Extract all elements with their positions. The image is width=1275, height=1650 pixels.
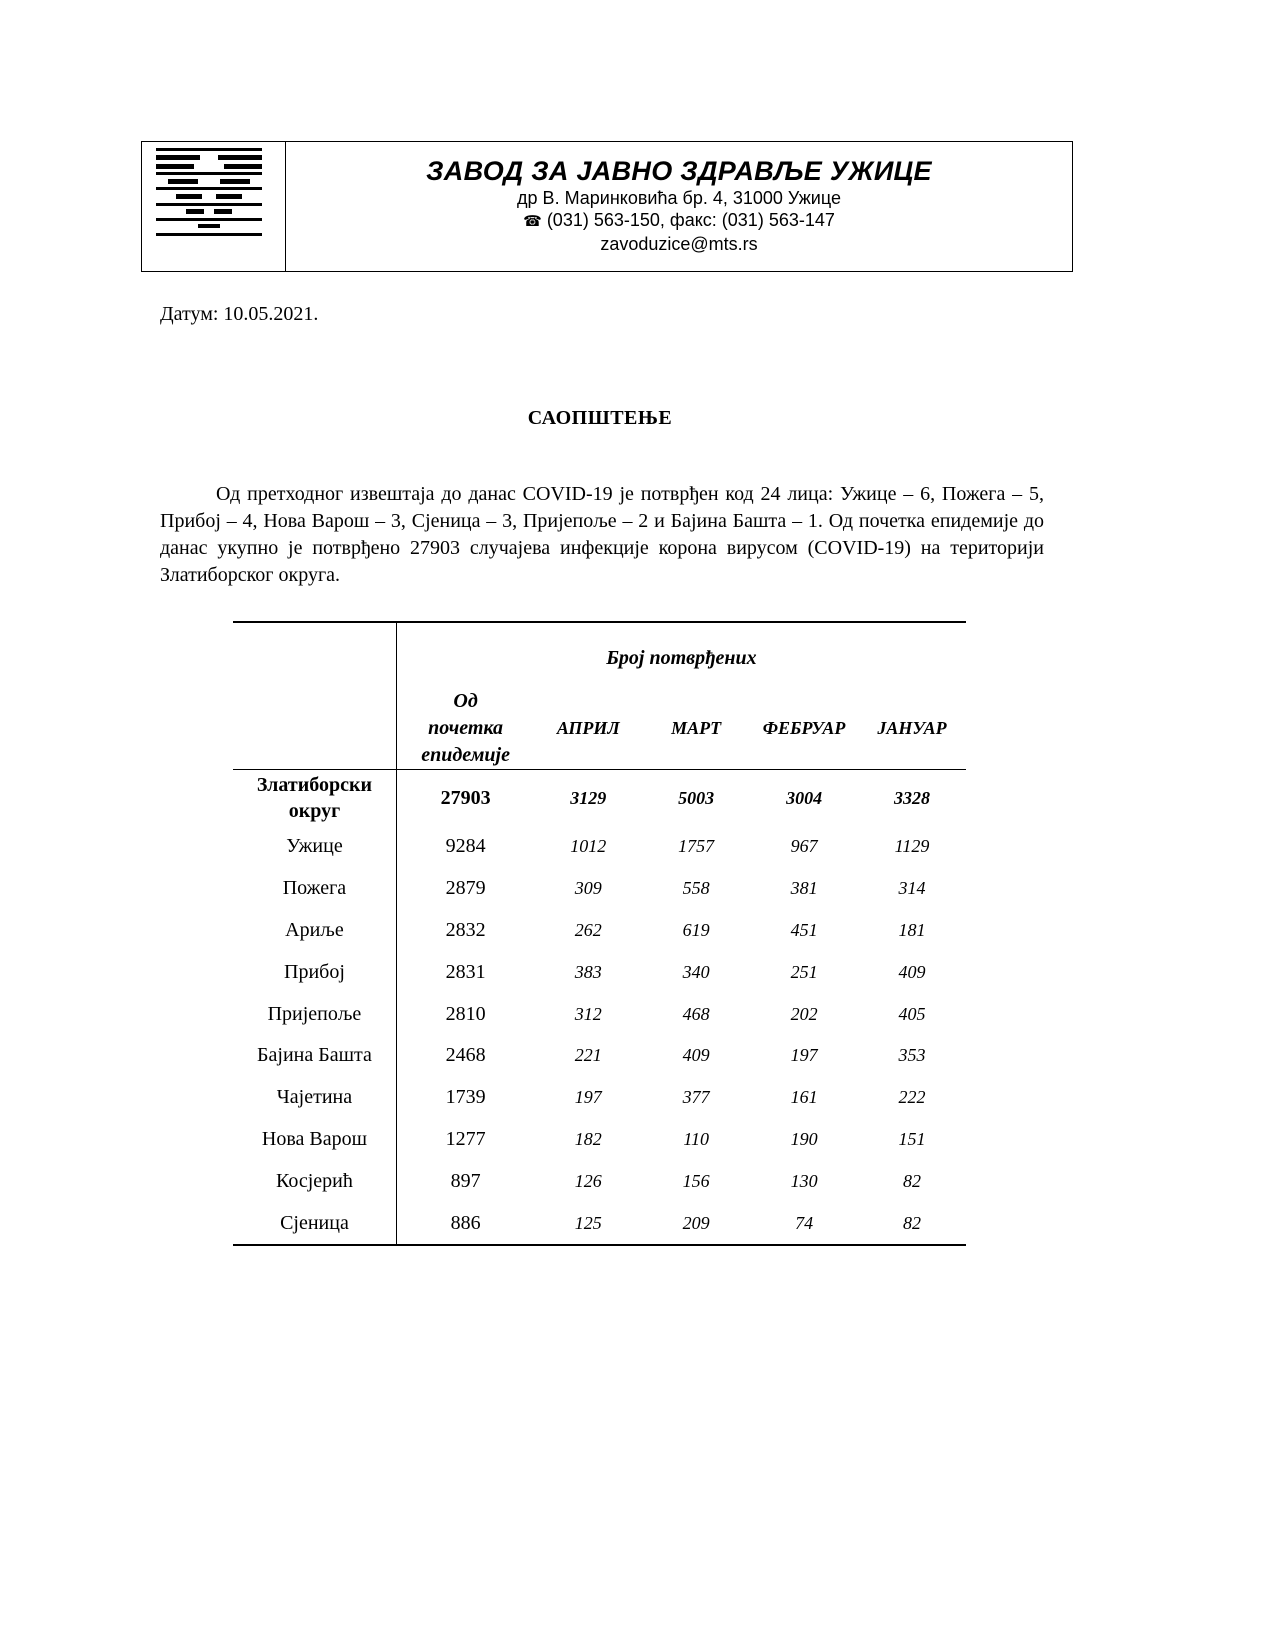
municipality-month-value: 110	[683, 1128, 709, 1149]
header-month: АПРИЛ	[534, 687, 642, 770]
municipality-month-value: 181	[898, 919, 926, 940]
municipality-month-value: 1129	[894, 836, 930, 857]
district-month-value: 5003	[678, 788, 715, 808]
municipality-month-value: 451	[790, 919, 818, 940]
municipality-month-value: 82	[858, 1202, 966, 1245]
letterhead-info	[286, 142, 1072, 271]
district-name	[233, 770, 396, 827]
table-row	[233, 1035, 966, 1077]
municipality-name: Чајетина	[233, 1077, 396, 1119]
municipality-month-value: 82	[903, 1170, 922, 1191]
municipality-total: 886	[396, 1202, 534, 1245]
municipality-month-value: 130	[790, 1170, 818, 1191]
table-row	[233, 1119, 966, 1161]
municipality-month-value: 190	[790, 1128, 818, 1149]
municipality-month-value: 151	[898, 1128, 926, 1149]
municipality-month-value: 202	[790, 1003, 818, 1024]
municipality-month-value: 377	[682, 1087, 710, 1108]
municipality-month-value: 409	[682, 1045, 710, 1066]
municipality-month-value: 161	[790, 1087, 818, 1108]
municipality-month-value: 314	[898, 878, 926, 899]
municipality-month-value: 125	[534, 1202, 642, 1245]
municipality-month-value: 74	[750, 1202, 858, 1245]
organization-phone-line	[286, 209, 1072, 233]
municipality-total: 2810	[445, 1002, 486, 1025]
organization-email: zavoduzice@mts.rs	[600, 234, 758, 254]
municipality-name: Косјерић	[233, 1160, 396, 1202]
district-name-line: Златиборски	[256, 774, 373, 796]
table-row	[233, 1202, 966, 1245]
organization-name: ЗАВОД ЗА ЈАВНО ЗДРАВЉЕ УЖИЦЕ	[426, 156, 932, 186]
municipality-month-value: 197	[790, 1045, 818, 1066]
municipality-month-value: 126	[574, 1170, 602, 1191]
municipality-month-value: 262	[574, 919, 602, 940]
header-empty-cell	[233, 687, 396, 770]
municipality-month-value: 222	[898, 1087, 926, 1108]
table-row	[233, 1077, 966, 1119]
municipality-name: Пријепоље	[233, 993, 396, 1035]
municipality-month-value: 197	[574, 1087, 602, 1108]
municipality-month-value: 1757	[678, 836, 715, 857]
announcement-paragraph: Од претходног извештаја до данас COVID-19 је потврђен код 24 лица: Ужице – 6, Пожега – 5, Прибој – 4, Нова Варош – 3, Сјеница – 3, Пријепоље – 2 и Бајина Башта – 1. Од почетка епидемије до данас укупно је потврђено 27903 случајева инфекције корона вирусом (COVID-19) на територији Златиборског округа.	[160, 483, 1044, 586]
municipality-month-value: 383	[574, 961, 602, 982]
group-header: Број потврђених	[396, 622, 966, 687]
municipality-month-value: 221	[574, 1045, 602, 1066]
municipality-name: Ариље	[233, 910, 396, 952]
table-row	[233, 993, 966, 1035]
municipality-name: Бајина Башта	[233, 1035, 396, 1077]
phone-icon: ☎	[523, 213, 542, 230]
header-month: МАРТ	[642, 687, 750, 770]
municipality-name: Ужице	[233, 826, 396, 868]
institute-logo-icon	[154, 148, 264, 240]
header-empty-cell	[233, 622, 396, 687]
municipality-total: 897	[450, 1169, 481, 1192]
organization-phone: (031) 563-150, факс: (031) 563-147	[546, 210, 835, 230]
municipality-name: Нова Варош	[233, 1119, 396, 1161]
header-total-line: епидемије	[421, 743, 510, 766]
municipality-month-value: 156	[682, 1170, 710, 1191]
table-row	[233, 1160, 966, 1202]
municipality-month-value: 1012	[570, 836, 607, 857]
header-total	[396, 687, 534, 770]
municipality-month-value: 312	[574, 1003, 602, 1024]
district-month-value: 3328	[894, 788, 931, 808]
table-row	[233, 868, 966, 910]
table-header-row	[233, 687, 966, 770]
organization-address: др В. Маринковића бр. 4, 31000 Ужице	[517, 188, 841, 208]
header-month: ФЕБРУАР	[750, 687, 858, 770]
logo-cell	[142, 142, 286, 271]
table-row	[233, 910, 966, 952]
municipality-name: Сјеница	[233, 1202, 396, 1245]
municipality-month-value: 182	[574, 1128, 602, 1149]
district-total-row	[233, 770, 966, 827]
municipality-total: 1739	[445, 1086, 486, 1109]
municipality-month-value: 340	[682, 961, 710, 982]
table-row	[233, 951, 966, 993]
table-row	[233, 826, 966, 868]
municipality-month-value: 381	[790, 878, 818, 899]
municipality-total: 1277	[445, 1127, 486, 1150]
document-heading: САОПШТЕЊЕ	[527, 407, 673, 429]
municipality-month-value: 558	[682, 878, 710, 899]
header-month: ЈАНУАР	[858, 687, 966, 770]
letterhead	[141, 141, 1073, 272]
municipality-month-value: 209	[642, 1202, 750, 1245]
header-total-line: почетка	[428, 716, 504, 739]
header-total-line: Од	[453, 689, 478, 712]
municipality-month-value: 409	[898, 961, 926, 982]
document-date: Датум: 10.05.2021.	[160, 303, 319, 325]
municipality-month-value: 353	[898, 1045, 926, 1066]
municipality-month-value: 309	[574, 878, 602, 899]
municipality-month-value: 468	[682, 1003, 710, 1024]
municipality-month-value: 405	[898, 1003, 926, 1024]
municipality-total: 2879	[445, 877, 486, 900]
cases-table	[233, 621, 966, 1246]
municipality-month-value: 967	[790, 836, 818, 857]
municipality-name: Пожега	[233, 868, 396, 910]
municipality-total: 2832	[445, 918, 486, 941]
district-month-value: 3004	[786, 788, 823, 808]
district-name-line: округ	[288, 800, 341, 822]
district-total: 27903	[440, 787, 491, 809]
municipality-month-value: 251	[790, 961, 818, 982]
municipality-total: 2468	[445, 1044, 486, 1067]
district-month-value: 3129	[570, 788, 607, 808]
municipality-total: 9284	[445, 835, 486, 858]
municipality-total: 2831	[445, 960, 486, 983]
table-group-header-row	[233, 622, 966, 687]
municipality-name: Прибој	[233, 951, 396, 993]
municipality-month-value: 619	[682, 919, 710, 940]
